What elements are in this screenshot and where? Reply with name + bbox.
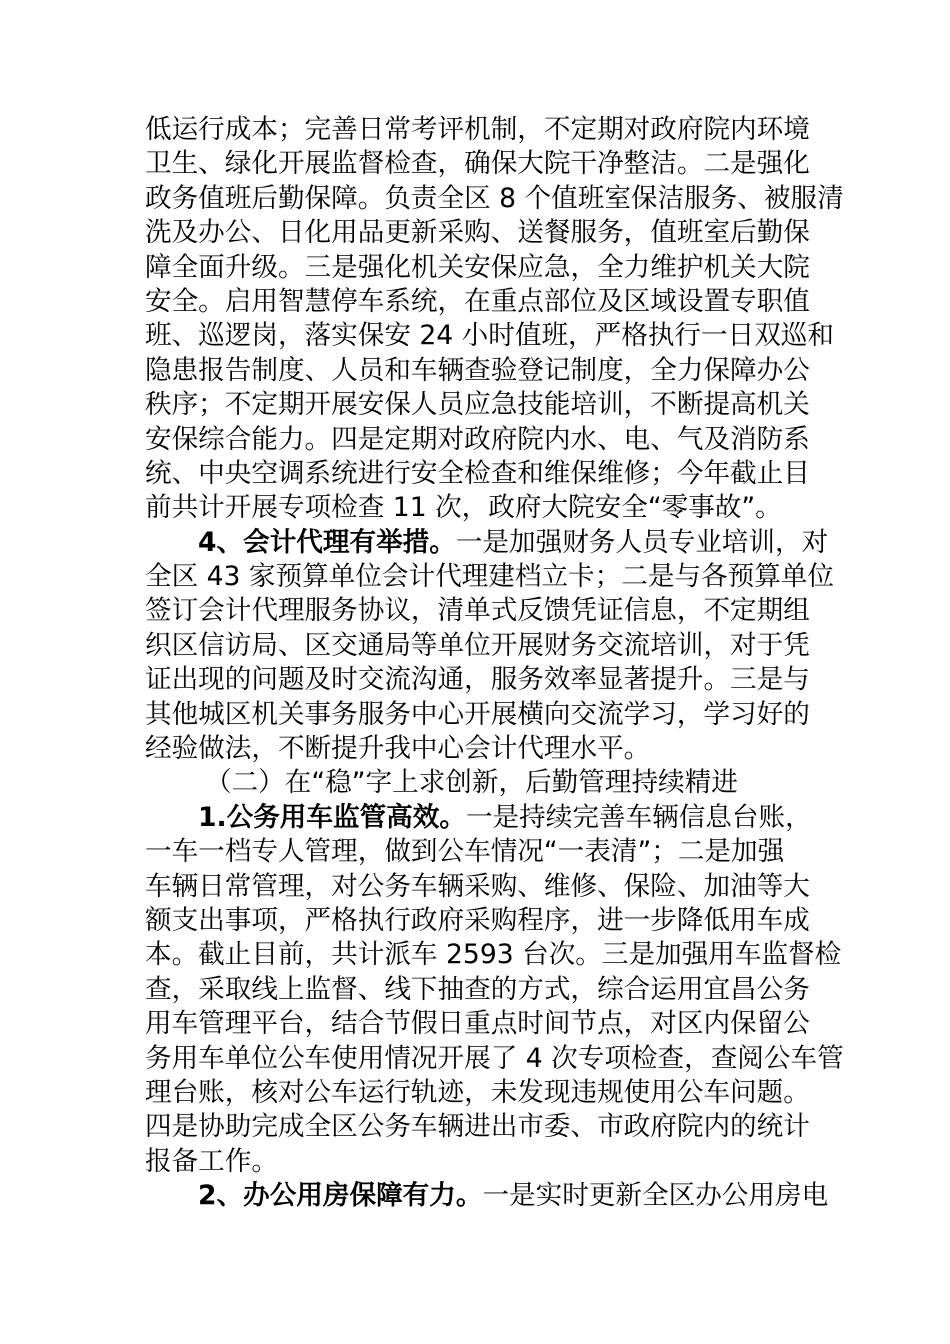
text-line: 证出现的问题及时交流沟通，服务效率显著提升。三是与 <box>145 664 810 696</box>
paragraph-vehicles <box>145 801 844 1179</box>
paragraph-accounting <box>145 526 834 767</box>
text-line <box>145 1179 829 1213</box>
text-line <box>145 801 810 835</box>
text-line: 车辆日常管理，对公务车辆采购、维修、保险、加油等大 <box>145 870 810 902</box>
text-line: 理台账，核对公车运行轨迹，未发现违规使用公车问题。 <box>145 1076 810 1108</box>
text-line: 统、中央空调系统进行安全检查和维保维修；今年截止目 <box>145 457 810 489</box>
document-page <box>145 113 844 1214</box>
text-line: 低运行成本；完善日常考评机制，不定期对政府院内环境 <box>145 114 810 145</box>
text-line: 务用车单位公车使用情况开展了 4 次专项检查，查阅公车管 <box>145 1042 844 1074</box>
text-line: 政务值班后勤保障。负责全区 8 个值班室保洁服务、被服清 <box>145 182 844 214</box>
paragraph-office-space <box>145 1179 829 1213</box>
text-line: 障全面升级。三是强化机关安保应急，全力维护机关大院 <box>145 251 810 283</box>
text-line: 本。截止目前，共计派车 2593 台次。三是加强用车监督检 <box>145 939 842 971</box>
text-line: 卫生、绿化开展监督检查，确保大院干净整洁。二是强化 <box>145 148 810 180</box>
text-line: 班、巡逻岗，落实保安 24 小时值班，严格执行一日双巡和 <box>145 320 834 352</box>
paragraph-lead-text: 一是持续完善车辆信息台账， <box>465 801 812 833</box>
text-line: 秩序；不定期开展安保人员应急技能培训，不断提高机关 <box>145 389 810 421</box>
text-line: 用车管理平台，结合节假日重点时间节点，对区内保留公 <box>145 1008 810 1040</box>
text-line: 四是协助完成全区公务车辆进出市委、市政府院内的统计 <box>145 1111 810 1143</box>
paragraph-heading: 1.公务用车监管高效。 <box>198 801 466 833</box>
paragraph-heading: 4、会计代理有举措。 <box>198 526 456 558</box>
text-line: 查，采取线上监督、线下抽查的方式，综合运用宜昌公务 <box>145 973 810 1005</box>
text-line: 安保综合能力。四是定期对政府院内水、电、气及消防系 <box>145 423 810 455</box>
text-line <box>145 526 829 560</box>
text-line: 洗及办公、日化用品更新采购、送餐服务，值班室后勤保 <box>145 217 810 249</box>
text-line: 安全。启用智慧停车系统，在重点部位及区域设置专职值 <box>145 285 810 317</box>
text-line: 签订会计代理服务协议，清单式反馈凭证信息，不定期组 <box>145 595 810 627</box>
text-line: 全区 43 家预算单位会计代理建档立卡；二是与各预算单位 <box>145 561 834 593</box>
text-line: 隐患报告制度、人员和车辆查验登记制度，全力保障办公 <box>145 354 810 386</box>
section-heading: （二）在“稳”字上求创新，后勤管理持续精进 <box>205 767 738 799</box>
text-line: 织区信访局、区交通局等单位开展财务交流培训，对于凭 <box>145 629 810 661</box>
text-line: 额支出事项，严格执行政府采购程序，进一步降低用车成 <box>145 904 810 936</box>
text-line: 经验做法，不断提升我中心会计代理水平。 <box>145 733 651 765</box>
paragraph-heading: 2、办公用房保障有力。 <box>198 1180 483 1212</box>
text-line: 一车一档专人管理，做到公车情况“一表清”；二是加强 <box>145 836 785 868</box>
paragraph-lead-text: 一是实时更新全区办公用房电 <box>482 1180 829 1212</box>
text-line: 其他城区机关事务服务中心开展横向交流学习，学习好的 <box>145 698 810 730</box>
text-line: 报备工作。 <box>145 1145 278 1177</box>
paragraph-lead-text: 一是加强财务人员专业培训，对 <box>455 526 829 558</box>
paragraph-security <box>145 113 844 526</box>
text-line: 前共计开展专项检查 11 次，政府大院安全“零事故”。 <box>145 492 782 524</box>
